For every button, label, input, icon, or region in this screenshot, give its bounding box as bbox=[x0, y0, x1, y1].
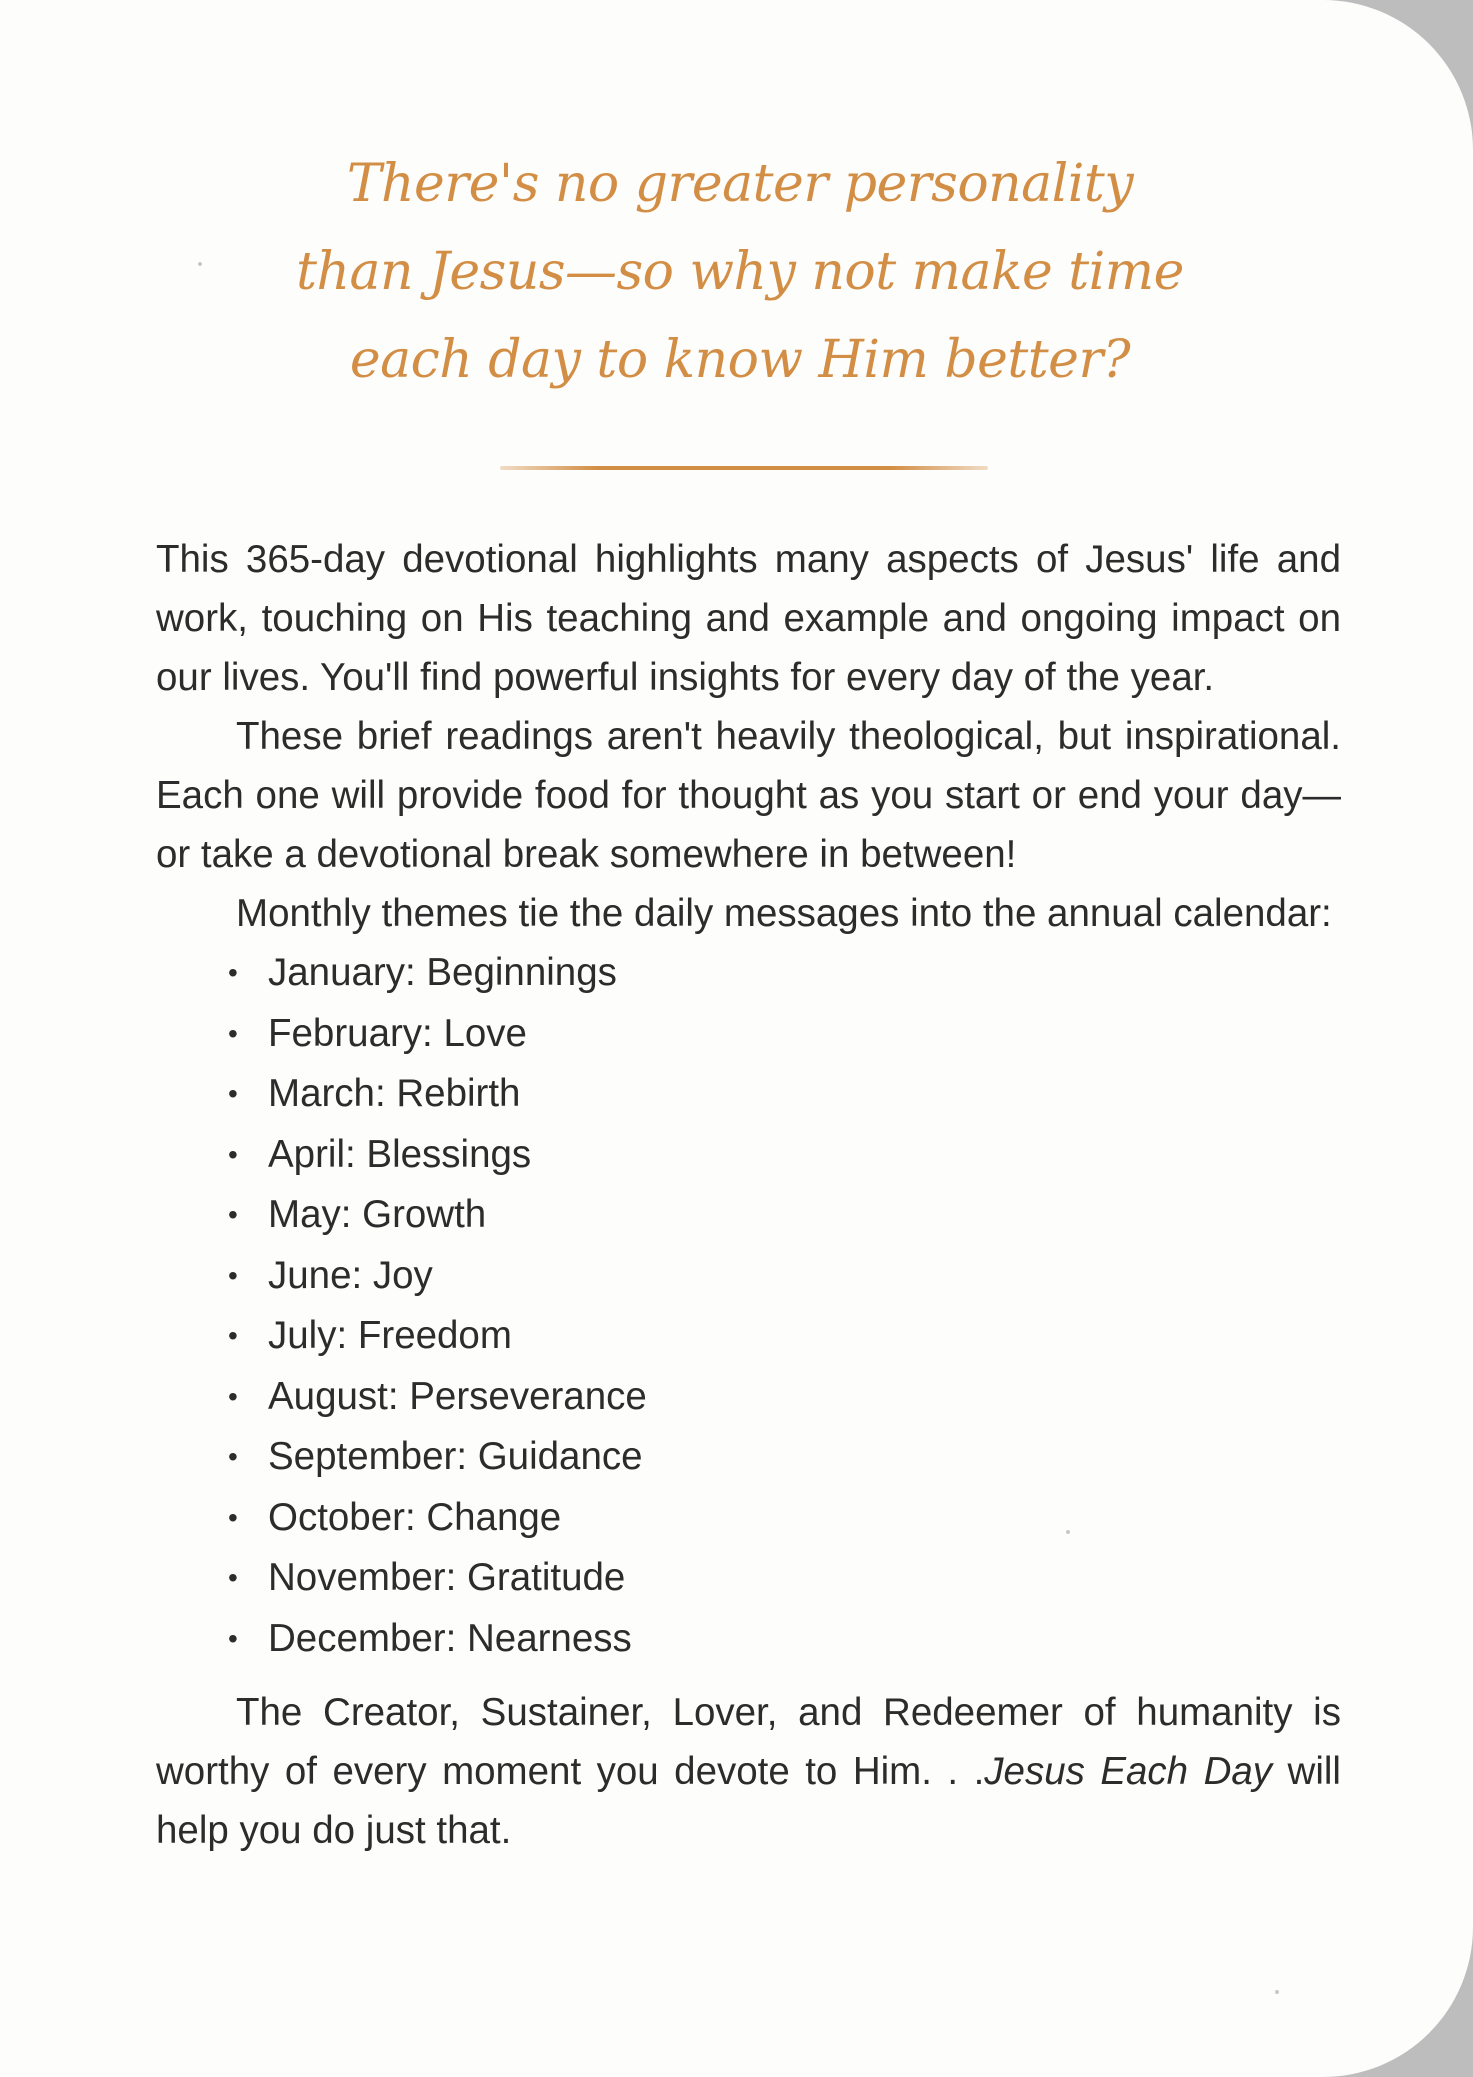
month-theme-text: September: Guidance bbox=[268, 1435, 643, 1478]
month-theme-item bbox=[228, 1427, 1341, 1488]
month-theme-text: May: Growth bbox=[268, 1193, 487, 1236]
month-theme-text: August: Perseverance bbox=[268, 1374, 647, 1418]
month-theme-item bbox=[228, 1548, 1341, 1609]
monthly-themes-list bbox=[156, 943, 1341, 1669]
closing-text-end: will help you do just that. bbox=[156, 1750, 1341, 1852]
month-theme-item bbox=[228, 1306, 1341, 1367]
readings-paragraph: These brief readings aren't heavily theological, but inspirational. Each one will provide food for thought as you start or end your day—or take a devotional break somewhere in between! bbox=[156, 715, 1341, 876]
bullet-icon: • bbox=[228, 1622, 238, 1654]
book-title: Jesus Each Day bbox=[984, 1750, 1273, 1793]
month-theme-item bbox=[228, 1246, 1341, 1307]
bullet-icon: • bbox=[228, 1501, 238, 1533]
bullet-icon: • bbox=[228, 1017, 238, 1049]
month-theme-item bbox=[228, 1367, 1341, 1428]
tagline-line-2: than Jesus—so why not make time bbox=[296, 242, 1184, 302]
month-theme-text: December: Nearness bbox=[268, 1616, 632, 1660]
tagline-line-1: There's no greater personality bbox=[346, 154, 1134, 214]
divider-rule bbox=[500, 466, 988, 470]
closing-text: The Creator, Sustainer, Lover, and Redeemer of humanity is worthy of every moment you devote to Him. . . bbox=[156, 1691, 1341, 1793]
bullet-icon: • bbox=[228, 1259, 238, 1291]
themes-paragraph: Monthly themes tie the daily messages into the annual calendar: bbox=[236, 892, 1332, 935]
body-text bbox=[156, 530, 1341, 1860]
month-theme-item bbox=[228, 1004, 1341, 1065]
bullet-icon: • bbox=[228, 1441, 238, 1472]
month-theme-item bbox=[228, 943, 1341, 1004]
month-theme-item bbox=[228, 1488, 1341, 1549]
month-theme-item bbox=[228, 1609, 1341, 1670]
bullet-icon: • bbox=[228, 1078, 238, 1109]
month-theme-text: March: Rebirth bbox=[268, 1072, 521, 1115]
month-theme-item bbox=[228, 1185, 1341, 1246]
paper-speck bbox=[198, 262, 202, 266]
bullet-icon: • bbox=[228, 1138, 238, 1170]
bullet-icon: • bbox=[228, 1562, 238, 1593]
month-theme-item bbox=[228, 1064, 1341, 1125]
intro-paragraph: This 365-day devotional highlights many aspects of Jesus' life and work, touching on His teaching and example and ongoing impact on our lives. You'll find powerful insights for every day of the year. bbox=[156, 538, 1341, 699]
month-theme-text: January: Beginnings bbox=[268, 951, 617, 994]
month-theme-text: July: Freedom bbox=[268, 1314, 512, 1357]
paper-speck bbox=[1275, 1990, 1279, 1994]
tagline bbox=[260, 140, 1220, 404]
month-theme-text: November: Gratitude bbox=[268, 1556, 626, 1599]
closing-paragraph bbox=[156, 1683, 1341, 1860]
bullet-icon: • bbox=[228, 1380, 238, 1412]
month-theme-item bbox=[228, 1125, 1341, 1186]
tagline-line-3: each day to know Him better? bbox=[349, 330, 1131, 390]
month-theme-text: June: Joy bbox=[268, 1253, 433, 1297]
month-theme-text: April: Blessings bbox=[268, 1132, 532, 1176]
bullet-icon: • bbox=[228, 957, 238, 988]
bullet-icon: • bbox=[228, 1199, 238, 1230]
month-theme-text: October: Change bbox=[268, 1495, 562, 1539]
month-theme-text: February: Love bbox=[268, 1011, 527, 1055]
paper-speck bbox=[1066, 1530, 1070, 1534]
bullet-icon: • bbox=[228, 1320, 238, 1351]
